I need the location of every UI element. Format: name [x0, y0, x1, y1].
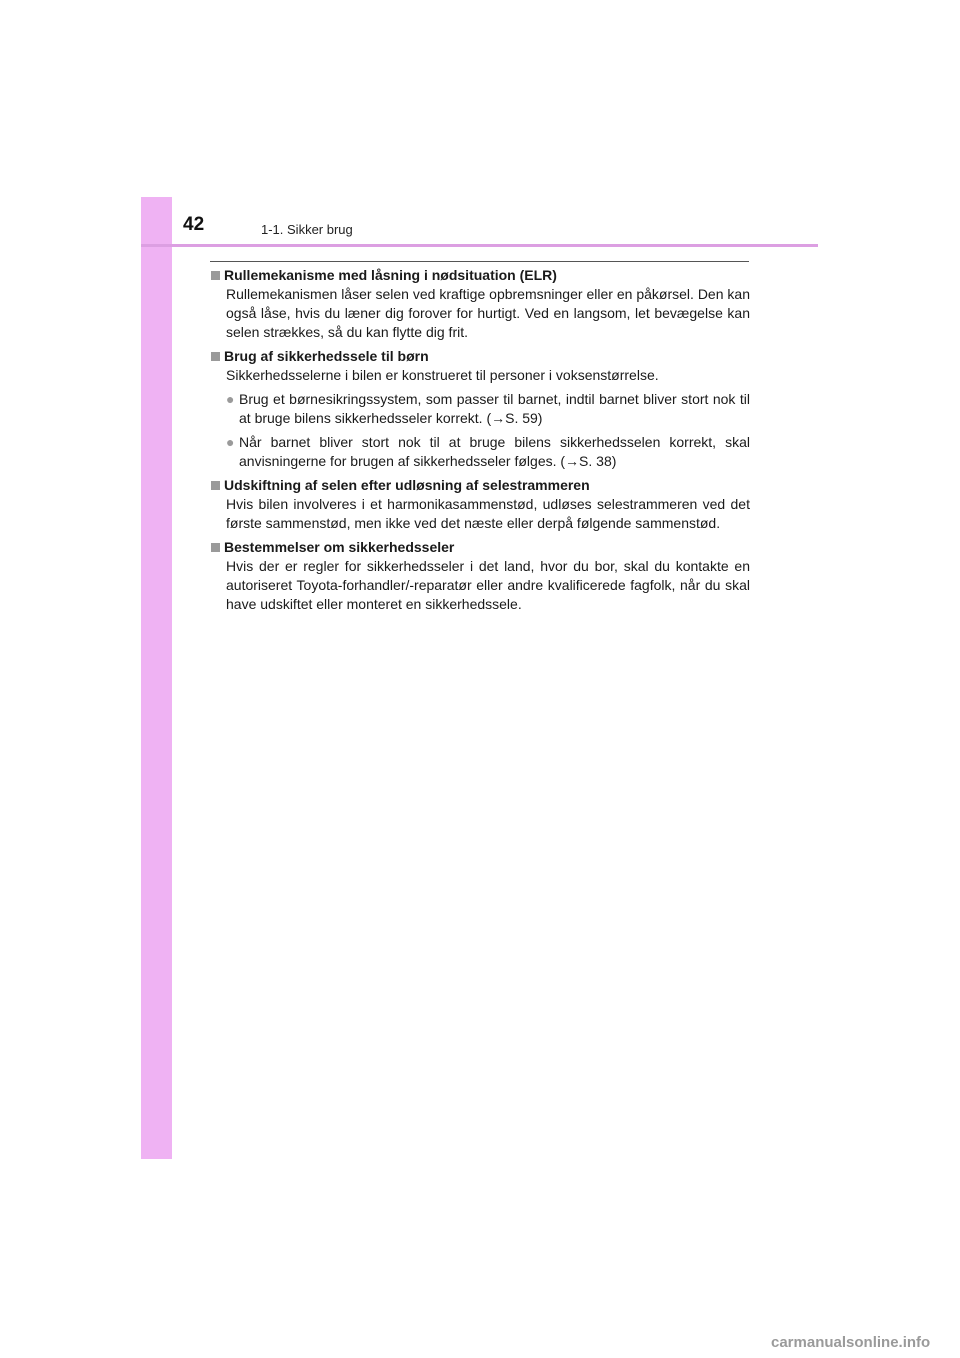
heading-text: Brug af sikkerhedssele til børn — [224, 348, 429, 364]
bullet-text: Brug et børnesikringssystem, som passer til barnet, indtil barnet bliver stort nok til at bruge bilens sikkerhedsseler korrekt. (→S. 59) — [239, 391, 750, 426]
square-bullet-icon — [211, 352, 220, 361]
section-regulations — [211, 538, 750, 614]
page-content — [211, 266, 750, 619]
section-child-seatbelt — [211, 347, 750, 471]
section-elr — [211, 266, 750, 342]
heading-text: Bestemmelser om sikkerhedsseler — [224, 539, 455, 555]
bullet-item — [226, 433, 750, 471]
section-paragraph: Hvis bilen involveres i et harmonikasammenstød, udløses selestrammeren ved det første sammenstød, men ikke ved det næste eller derpå følgende sammenstød. — [226, 496, 750, 531]
section-paragraph: Hvis der er regler for sikkerhedsseler i det land, hvor du bor, skal du kontakte en autoriseret Toyota-forhandler/-reparatør eller andre kvalificerede fagfolk, når du skal have udskiftet eller monteret en sikkerhedssele. — [226, 558, 750, 612]
bullet-text: Når barnet bliver stort nok til at bruge bilens sikkerhedsselen korrekt, skal anvisningerne for brugen af sikkerhedsseler følges. (→S. 38) — [239, 434, 750, 469]
section-title: 1-1. Sikker brug — [261, 222, 353, 237]
square-bullet-icon — [211, 481, 220, 490]
page-number: 42 — [183, 214, 205, 235]
section-pretensioner — [211, 476, 750, 533]
header-rule — [141, 244, 818, 247]
heading-text: Udskiftning af selen efter udløsning af selestrammeren — [224, 477, 590, 493]
section-heading — [211, 347, 750, 366]
section-paragraph: Sikkerhedsselerne i bilen er konstrueret til personer i voksenstørrelse. — [226, 367, 659, 383]
round-bullet-icon: ● — [226, 391, 235, 407]
square-bullet-icon — [211, 271, 220, 280]
section-paragraph: Rullemekanismen låser selen ved kraftige opbremsninger eller en påkørsel. Den kan også låse, hvis du læner dig forover for hurtigt. Ved en langsom, let bevægelse kan selen strækkes, så du kan flytte dig frit. — [226, 286, 750, 340]
watermark: carmanualsonline.info — [771, 1334, 931, 1351]
bullet-item — [226, 390, 750, 428]
section-heading — [211, 476, 750, 495]
side-color-band — [141, 197, 172, 1159]
content-top-rule — [210, 261, 749, 262]
section-heading — [211, 266, 750, 285]
heading-text: Rullemekanisme med låsning i nødsituation (ELR) — [224, 267, 557, 283]
section-heading — [211, 538, 750, 557]
square-bullet-icon — [211, 543, 220, 552]
round-bullet-icon: ● — [226, 434, 235, 450]
